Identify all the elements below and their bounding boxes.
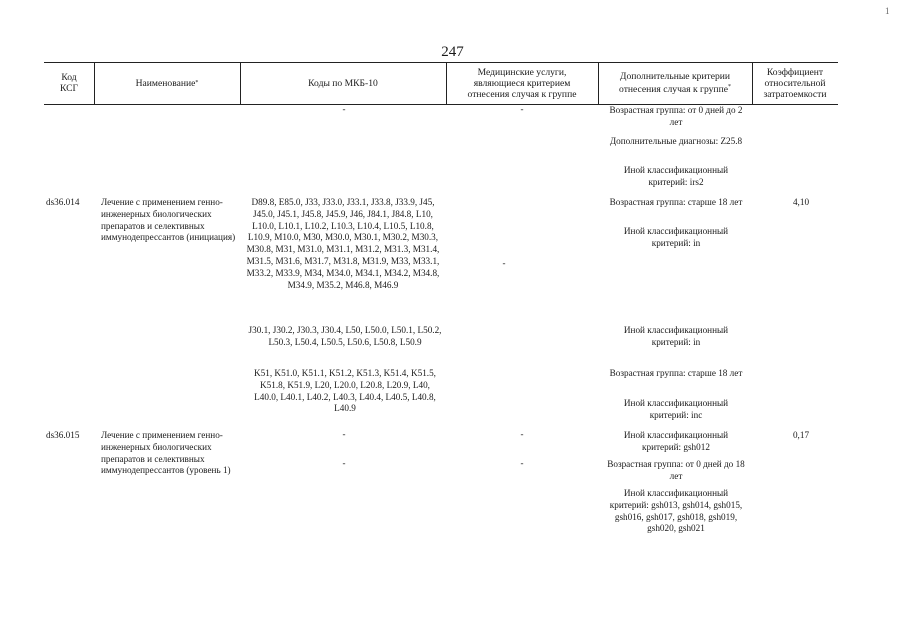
continuation-criterion: Дополнительные диагнозы: Z25.8 xyxy=(609,136,743,146)
icd-codes: D89.8, E85.0, J33, J33.0, J33.1, J33.8, J33.9, J45, J45.0, J45.1, J45.8, J45.9, J46, J84.1, J84.8, L10, L10.0, L10.1, L10.2, L10.3, L10.4, L10.5, L10.8, L10.9, M10.0, M30, M30.0, M30.1, M30.2, M30.3, M30.8, M31, M31.0, M31.1, M31.2, M31.3, M31.4, M31.5, M31.6, M31.7, M31.8, M31.9, M33, M33.1, M33.2, M33.9, M34, M34.0, M34.1, M34.2, M34.8, M34.9, M35.2, M46.8, M46.9 xyxy=(246,197,440,290)
header-code-label: Код КСГ xyxy=(59,72,79,94)
header-criteria-wrap xyxy=(605,71,745,95)
criterion-text: Возрастная группа: от 0 дней до 18 лет xyxy=(607,459,745,481)
header-icd-label: Коды по МКБ-10 xyxy=(308,77,378,89)
criterion-text: Иной классификационный критерий: gsh013, gsh014, gsh015, gsh016, gsh017, gsh018, gsh019, gsh020, gsh021 xyxy=(609,488,743,534)
row-code: ds36.014 xyxy=(46,197,80,207)
row-coefficient: 0,17 xyxy=(792,430,810,440)
criterion-text: Возрастная группа: старше 18 лет xyxy=(609,197,743,207)
header-criteria xyxy=(598,62,752,104)
criterion-text: Иной классификационный критерий: gsh012 xyxy=(623,430,729,452)
header-criteria-label: Дополнительные критерии отнесения случая к группе xyxy=(619,70,731,96)
icd-codes: J30.1, J30.2, J30.3, J30.4, L50, L50.0, L50.1, L50.2, L50.3, L50.4, L50.5, L50.6, L50.8, L50.9 xyxy=(248,325,442,347)
services-value: - xyxy=(502,258,506,268)
header-coef-label: Коэффициент относительной затратоемкости xyxy=(763,66,827,100)
icd-codes: - xyxy=(342,458,346,468)
header-name-label: Наименование xyxy=(135,77,196,89)
services-value: - xyxy=(520,458,524,468)
criterion-text: Возрастная группа: старше 18 лет xyxy=(609,368,743,378)
page-number: 247 xyxy=(441,44,464,60)
continuation-criterion: Возрастная группа: от 0 дней до 2 лет xyxy=(609,105,743,127)
criterion-text: Иной классификационный критерий: in xyxy=(623,226,729,248)
criterion-text: Иной классификационный критерий: in xyxy=(623,325,729,347)
icd-codes: - xyxy=(342,429,346,439)
services-value: - xyxy=(520,429,524,439)
header-code xyxy=(44,62,94,104)
header-icd xyxy=(240,62,446,104)
header-criteria-mark: * xyxy=(727,83,731,90)
header-coef xyxy=(752,62,838,104)
header-services-label: Медицинские услуги, являющиеся критерием отнесения случая к группе xyxy=(467,66,577,100)
corner-mark: 1 xyxy=(885,6,890,16)
header-name-mark: * xyxy=(195,79,199,86)
header-services xyxy=(446,62,598,104)
row-code: ds36.015 xyxy=(46,430,80,440)
row-coefficient: 4,10 xyxy=(792,197,810,207)
criterion-text: Иной классификационный критерий: inc xyxy=(623,398,729,420)
continuation-icd: - xyxy=(342,104,346,114)
continuation-criterion: Иной классификационный критерий: irs2 xyxy=(623,165,729,187)
continuation-services: - xyxy=(520,104,524,114)
icd-codes: K51, K51.0, K51.1, K51.2, K51.3, K51.4, K51.5, K51.8, K51.9, L20, L20.0, L20.8, L20.9, L40, L40.0, L40.1, L40.2, L40.3, L40.4, L40.5, L40.8, L40.9 xyxy=(254,368,436,414)
row-name: Лечение с применением генно-инженерных биологических препаратов и селективных иммунодепрессантов (инициация) xyxy=(101,197,236,243)
row-name: Лечение с применением генно-инженерных биологических препаратов и селективных иммунодепрессантов (уровень 1) xyxy=(101,430,231,476)
header-name xyxy=(94,62,240,104)
